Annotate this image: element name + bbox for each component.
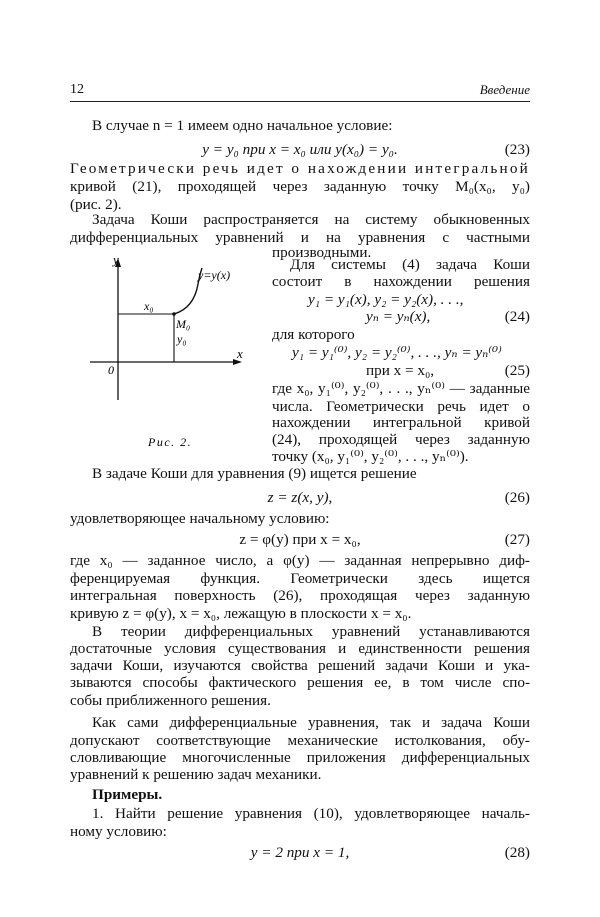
text-line: достаточные условия существования и единственности решения <box>70 640 530 657</box>
examples-heading: Примеры. <box>92 786 163 803</box>
text-line: для которого <box>272 326 355 343</box>
text-line: собы приближенного решения. <box>70 692 271 709</box>
y0-label: y₀ <box>177 332 187 346</box>
text-line: зываются способы фактического решения ее, в том числе спо- <box>70 674 530 691</box>
equation-number: (26) <box>504 489 530 506</box>
page-number: 12 <box>70 82 84 97</box>
text-line: 1. Найти решение уравнения (10), удовлетворяющее началь- <box>92 805 530 822</box>
equation-26: z = z(x, y), <box>267 489 333 506</box>
equation-27: z = φ(y) при x = x₀, <box>239 531 361 548</box>
text-line: (рис. 2). <box>70 196 122 213</box>
text-line: словливающие многочисленные приложения дифференциальных <box>70 749 530 766</box>
text-line: кривую z = φ(y), x = x₀, лежащую в плоскости x = x₀. <box>70 605 412 622</box>
equation-24-line1: y₁ = y₁(x), y₂ = y₂(x), . . ., <box>308 291 464 308</box>
axis-y-label: y <box>113 252 119 267</box>
figure-2 <box>86 250 264 460</box>
text-line: дифференциальных уравнений и на уравнения с частными <box>70 229 530 246</box>
equation-number: (25) <box>504 362 530 379</box>
axis-x-label: x <box>237 346 243 361</box>
equation-number: (23) <box>504 141 530 158</box>
text-line: Как сами дифференциальные уравнения, так и задача Коши <box>92 714 530 731</box>
running-header <box>70 82 530 100</box>
equation-number: (24) <box>504 308 530 325</box>
m0-label: M₀ <box>176 317 191 331</box>
equation-number: (27) <box>504 531 530 548</box>
text-line: нахождении интегральной кривой <box>272 414 530 431</box>
text-line: где x₀, y₁⁽⁰⁾, y₂⁽⁰⁾, . . ., yₙ⁽⁰⁾ — заданные <box>272 380 530 397</box>
x0-label: x₀ <box>144 299 154 313</box>
text-line: состоит в нахождении решения <box>272 273 530 290</box>
text-line: допускают соответствующие механические истолкования, обу- <box>70 732 530 749</box>
point-m0 <box>172 312 176 316</box>
text-line: Задача Коши распространяется на систему обыкновенных <box>92 211 530 228</box>
text-line: В теории дифференциальных уравнений устанавливаются <box>92 623 530 640</box>
text-line: удовлетворяющее начальному условию: <box>70 510 330 527</box>
equation-28: y = 2 при x = 1, <box>250 844 350 861</box>
text-line: ференцируемая функция. Геометрически здесь ищется <box>70 570 530 587</box>
figure-caption: Рис. 2. <box>148 435 193 449</box>
text-line: (24), проходящей через заданную <box>272 431 530 448</box>
text-line: задачи Коши, изучаются свойства решений задачи Коши и ука- <box>70 657 530 674</box>
text-line: интегральная поверхность (26), проходящая через заданную <box>70 587 530 604</box>
text-line: где x₀ — заданное число, а φ(y) — заданная непрерывно диф- <box>70 552 530 569</box>
text-line: В задаче Коши для уравнения (9) ищется решение <box>92 465 417 482</box>
text-line: точку (x₀, y₁⁽⁰⁾, y₂⁽⁰⁾, . . ., yₙ⁽⁰⁾). <box>272 448 469 465</box>
text-line: Геометрически речь идет о нахождении интегральной <box>70 160 530 177</box>
text-line: В случае n = 1 имеем одно начальное условие: <box>92 117 393 134</box>
text-line: производными. <box>272 244 372 261</box>
equation-25-line1: y₁ = y₁⁽⁰⁾, y₂ = y₂⁽⁰⁾, . . ., yₙ = yₙ⁽⁰⁾ <box>292 344 502 361</box>
running-title: Введение <box>479 82 530 97</box>
header-rule <box>70 101 530 102</box>
text-line: Для системы (4) задача Коши <box>290 256 530 273</box>
text-line: кривой (21), проходящей через заданную точку M₀(x₀, y₀) <box>70 178 530 195</box>
equation-number: (28) <box>504 844 530 861</box>
equation-23: y = y₀ при x = x₀ или y(x₀) = y₀. <box>202 141 398 158</box>
equation-24-line2: yₙ = yₙ(x), <box>366 308 431 325</box>
text-line: ному условию: <box>70 823 167 840</box>
origin-label: 0 <box>108 363 114 377</box>
equation-25-line2: при x = x₀, <box>366 362 435 379</box>
text-line: числа. Геометрически речь идет о <box>272 398 530 415</box>
text-line: уравнений к решению задач механики. <box>70 766 322 783</box>
curve-label: y=y(x) <box>198 268 231 282</box>
